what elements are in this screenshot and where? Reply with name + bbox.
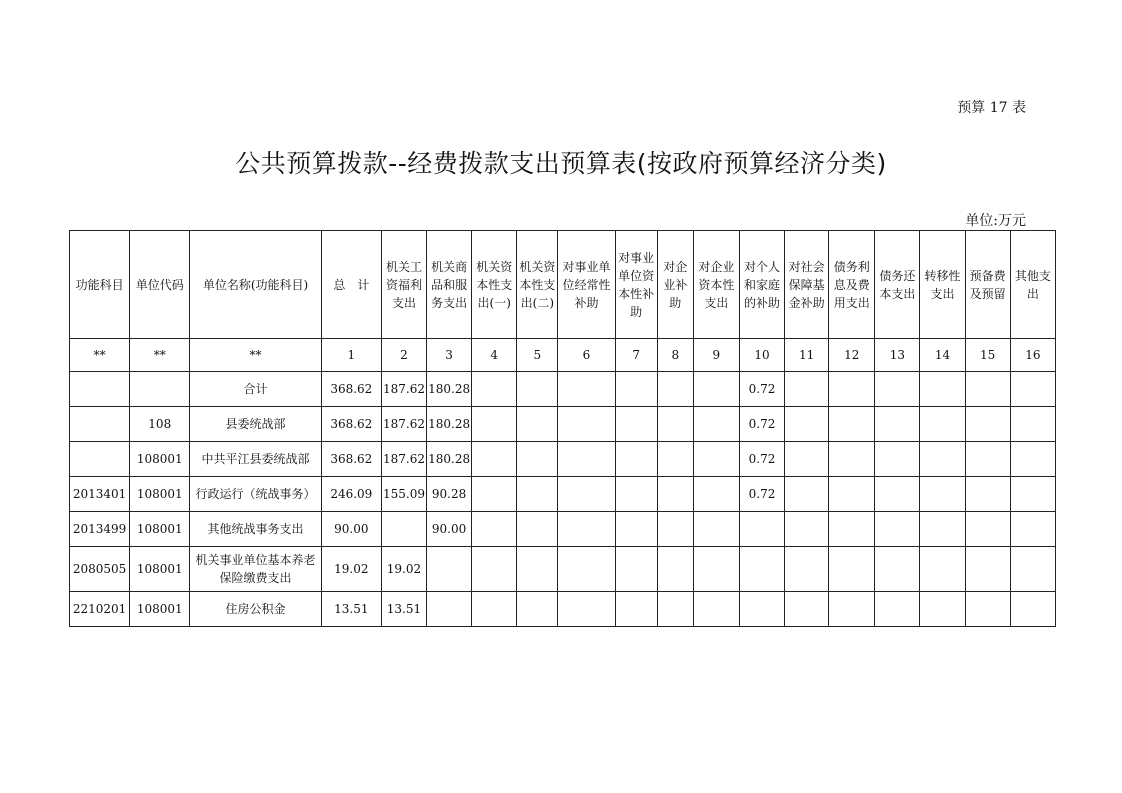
table-cell: 19.02 — [321, 547, 381, 592]
column-header — [785, 231, 829, 339]
table-cell — [472, 477, 517, 512]
table-cell: 108001 — [130, 592, 190, 627]
column-header-label: 功能科目 — [75, 277, 124, 292]
column-header — [829, 231, 875, 339]
table-cell: 13.51 — [381, 592, 426, 627]
table-cell — [1010, 592, 1055, 627]
table-cell — [558, 547, 615, 592]
table-cell — [427, 547, 472, 592]
table-cell — [965, 512, 1010, 547]
column-header — [920, 231, 965, 339]
table-cell: 2080505 — [70, 547, 130, 592]
table-row — [70, 477, 1056, 512]
table-cell — [965, 442, 1010, 477]
table-cell — [472, 372, 517, 407]
table-cell — [657, 442, 693, 477]
table-cell: 13.51 — [321, 592, 381, 627]
table-cell — [70, 442, 130, 477]
table-cell: 368.62 — [321, 372, 381, 407]
table-cell — [472, 592, 517, 627]
table-cell — [693, 512, 739, 547]
table-cell: 0.72 — [739, 442, 784, 477]
table-cell — [739, 592, 784, 627]
table-cell — [1010, 407, 1055, 442]
column-header-label: 其他支出 — [1014, 268, 1051, 301]
table-row — [70, 442, 1056, 477]
table-cell — [829, 512, 875, 547]
column-header-label: 机关商品和服务支出 — [431, 259, 468, 310]
table-cell — [472, 442, 517, 477]
table-cell — [615, 592, 657, 627]
table-cell: 187.62 — [381, 372, 426, 407]
column-header-label: 总 计 — [333, 277, 370, 292]
table-cell: 县委统战部 — [190, 407, 321, 442]
table-cell — [615, 442, 657, 477]
table-cell — [875, 407, 920, 442]
table-cell — [920, 407, 965, 442]
column-index-cell: 5 — [517, 339, 558, 372]
column-header-label: 对企业补助 — [663, 259, 688, 310]
table-cell — [829, 547, 875, 592]
table-cell — [693, 592, 739, 627]
table-cell — [657, 372, 693, 407]
table-cell — [517, 407, 558, 442]
column-index-cell: 3 — [427, 339, 472, 372]
column-header — [693, 231, 739, 339]
table-cell — [965, 477, 1010, 512]
column-header-label: 单位名称(功能科目) — [202, 277, 309, 292]
column-index-cell: 4 — [472, 339, 517, 372]
table-cell — [965, 407, 1010, 442]
table-cell — [693, 407, 739, 442]
table-cell — [657, 477, 693, 512]
column-header — [472, 231, 517, 339]
table-cell — [829, 372, 875, 407]
column-index-cell: 2 — [381, 339, 426, 372]
table-cell: 180.28 — [427, 442, 472, 477]
table-cell — [517, 442, 558, 477]
table-cell — [615, 407, 657, 442]
column-header — [615, 231, 657, 339]
table-cell: 机关事业单位基本养老保险缴费支出 — [190, 547, 321, 592]
table-cell: 0.72 — [739, 477, 784, 512]
table-cell: 2013401 — [70, 477, 130, 512]
table-cell — [472, 407, 517, 442]
table-cell — [693, 372, 739, 407]
table-cell — [517, 477, 558, 512]
table-cell: 108001 — [130, 442, 190, 477]
table-cell: 108001 — [130, 512, 190, 547]
column-index-cell: 6 — [558, 339, 615, 372]
table-cell — [785, 512, 829, 547]
column-header — [427, 231, 472, 339]
table-cell: 2210201 — [70, 592, 130, 627]
column-header-label: 对事业单位经常性补助 — [562, 259, 611, 310]
table-cell — [693, 442, 739, 477]
table-cell: 246.09 — [321, 477, 381, 512]
column-index-cell: 1 — [321, 339, 381, 372]
table-cell — [615, 477, 657, 512]
table-cell — [615, 512, 657, 547]
table-cell — [558, 407, 615, 442]
column-index-cell: 13 — [875, 339, 920, 372]
table-cell — [558, 477, 615, 512]
column-index-cell: 10 — [739, 339, 784, 372]
table-cell: 行政运行（统战事务） — [190, 477, 321, 512]
table-cell — [920, 592, 965, 627]
unit-label: 单位:万元 — [965, 213, 1026, 229]
column-header-label: 对事业单位资本性补助 — [618, 250, 655, 319]
table-row — [70, 547, 1056, 592]
table-cell — [517, 512, 558, 547]
table-cell: 180.28 — [427, 372, 472, 407]
table-cell — [965, 592, 1010, 627]
table-cell: 187.62 — [381, 407, 426, 442]
table-cell — [785, 477, 829, 512]
column-index-cell: 9 — [693, 339, 739, 372]
table-cell — [829, 442, 875, 477]
column-header-label: 预备费及预留 — [969, 268, 1006, 301]
table-cell — [785, 592, 829, 627]
column-index-cell: 12 — [829, 339, 875, 372]
table-cell — [1010, 442, 1055, 477]
column-header-label: 机关工资福利支出 — [385, 259, 422, 310]
column-index-cell: ** — [190, 339, 321, 372]
table-cell: 90.00 — [427, 512, 472, 547]
table-cell — [1010, 477, 1055, 512]
table-cell — [517, 592, 558, 627]
table-cell: 368.62 — [321, 407, 381, 442]
table-cell: 0.72 — [739, 407, 784, 442]
column-header — [965, 231, 1010, 339]
column-header — [130, 231, 190, 339]
table-cell — [558, 442, 615, 477]
column-header — [321, 231, 381, 339]
column-index-cell: ** — [70, 339, 130, 372]
table-cell — [657, 512, 693, 547]
table-cell: 0.72 — [739, 372, 784, 407]
table-cell — [381, 512, 426, 547]
column-header-label: 单位代码 — [135, 277, 184, 292]
table-cell — [875, 512, 920, 547]
column-header-label: 债务利息及费用支出 — [833, 259, 870, 310]
table-cell: 合计 — [190, 372, 321, 407]
table-cell — [920, 372, 965, 407]
column-header-label: 对企业资本性支出 — [698, 259, 735, 310]
column-header-label: 机关资本性支出(二) — [519, 259, 556, 310]
table-row — [70, 407, 1056, 442]
column-header — [875, 231, 920, 339]
table-cell — [70, 372, 130, 407]
table-cell — [785, 372, 829, 407]
table-cell — [875, 442, 920, 477]
column-header-label: 转移性支出 — [924, 268, 961, 301]
table-cell — [965, 547, 1010, 592]
table-cell — [472, 547, 517, 592]
table-cell — [875, 372, 920, 407]
column-header — [558, 231, 615, 339]
column-header — [517, 231, 558, 339]
table-cell — [615, 547, 657, 592]
column-index-cell: 15 — [965, 339, 1010, 372]
column-header — [657, 231, 693, 339]
table-cell — [517, 372, 558, 407]
table-cell — [657, 547, 693, 592]
table-cell — [785, 407, 829, 442]
column-header-label: 对社会保障基金补助 — [788, 259, 825, 310]
column-index-cell: 11 — [785, 339, 829, 372]
table-cell — [829, 477, 875, 512]
table-cell — [615, 372, 657, 407]
table-cell: 19.02 — [381, 547, 426, 592]
column-header-label: 对个人和家庭的补助 — [743, 259, 780, 310]
table-cell — [657, 592, 693, 627]
table-cell: 368.62 — [321, 442, 381, 477]
table-cell — [829, 592, 875, 627]
column-header — [739, 231, 784, 339]
table-cell: 90.00 — [321, 512, 381, 547]
table-row — [70, 592, 1056, 627]
table-cell — [920, 512, 965, 547]
table-cell — [739, 512, 784, 547]
table-cell — [920, 442, 965, 477]
table-cell — [785, 442, 829, 477]
column-index-cell: 16 — [1010, 339, 1055, 372]
column-index-cell: ** — [130, 339, 190, 372]
table-cell — [785, 547, 829, 592]
table-cell — [693, 477, 739, 512]
table-cell — [739, 547, 784, 592]
table-row — [70, 512, 1056, 547]
column-index-cell: 8 — [657, 339, 693, 372]
page-title: 公共预算拨款--经费拨款支出预算表(按政府预算经济分类) — [235, 149, 887, 178]
table-cell — [1010, 512, 1055, 547]
table-cell — [1010, 547, 1055, 592]
table-cell: 其他统战事务支出 — [190, 512, 321, 547]
column-index-row — [70, 339, 1056, 372]
header-row — [70, 231, 1056, 339]
table-cell — [965, 372, 1010, 407]
table-cell — [829, 407, 875, 442]
table-cell: 187.62 — [381, 442, 426, 477]
table-cell — [875, 592, 920, 627]
table-cell — [875, 477, 920, 512]
table-cell: 108 — [130, 407, 190, 442]
table-cell: 180.28 — [427, 407, 472, 442]
table-cell — [920, 477, 965, 512]
column-index-cell: 14 — [920, 339, 965, 372]
table-cell — [558, 512, 615, 547]
table-row — [70, 372, 1056, 407]
column-header — [381, 231, 426, 339]
table-cell: 108001 — [130, 477, 190, 512]
table-cell — [657, 407, 693, 442]
table-cell: 108001 — [130, 547, 190, 592]
table-cell — [130, 372, 190, 407]
table-cell: 中共平江县委统战部 — [190, 442, 321, 477]
form-number: 预算 17 表 — [957, 100, 1026, 116]
table-cell — [70, 407, 130, 442]
budget-table — [69, 230, 1056, 627]
table-cell — [558, 372, 615, 407]
table-cell — [875, 547, 920, 592]
column-header — [1010, 231, 1055, 339]
column-header — [190, 231, 321, 339]
column-header-label: 机关资本性支出(一) — [476, 259, 513, 310]
table-cell: 住房公积金 — [190, 592, 321, 627]
table-cell — [558, 592, 615, 627]
table-cell — [693, 547, 739, 592]
table-body — [70, 339, 1056, 627]
table-cell: 2013499 — [70, 512, 130, 547]
column-header — [70, 231, 130, 339]
column-index-cell: 7 — [615, 339, 657, 372]
table-cell — [427, 592, 472, 627]
table-cell — [920, 547, 965, 592]
table-cell — [517, 547, 558, 592]
table-cell — [472, 512, 517, 547]
column-header-label: 债务还本支出 — [879, 268, 916, 301]
table-cell: 155.09 — [381, 477, 426, 512]
table-cell — [1010, 372, 1055, 407]
table-cell: 90.28 — [427, 477, 472, 512]
